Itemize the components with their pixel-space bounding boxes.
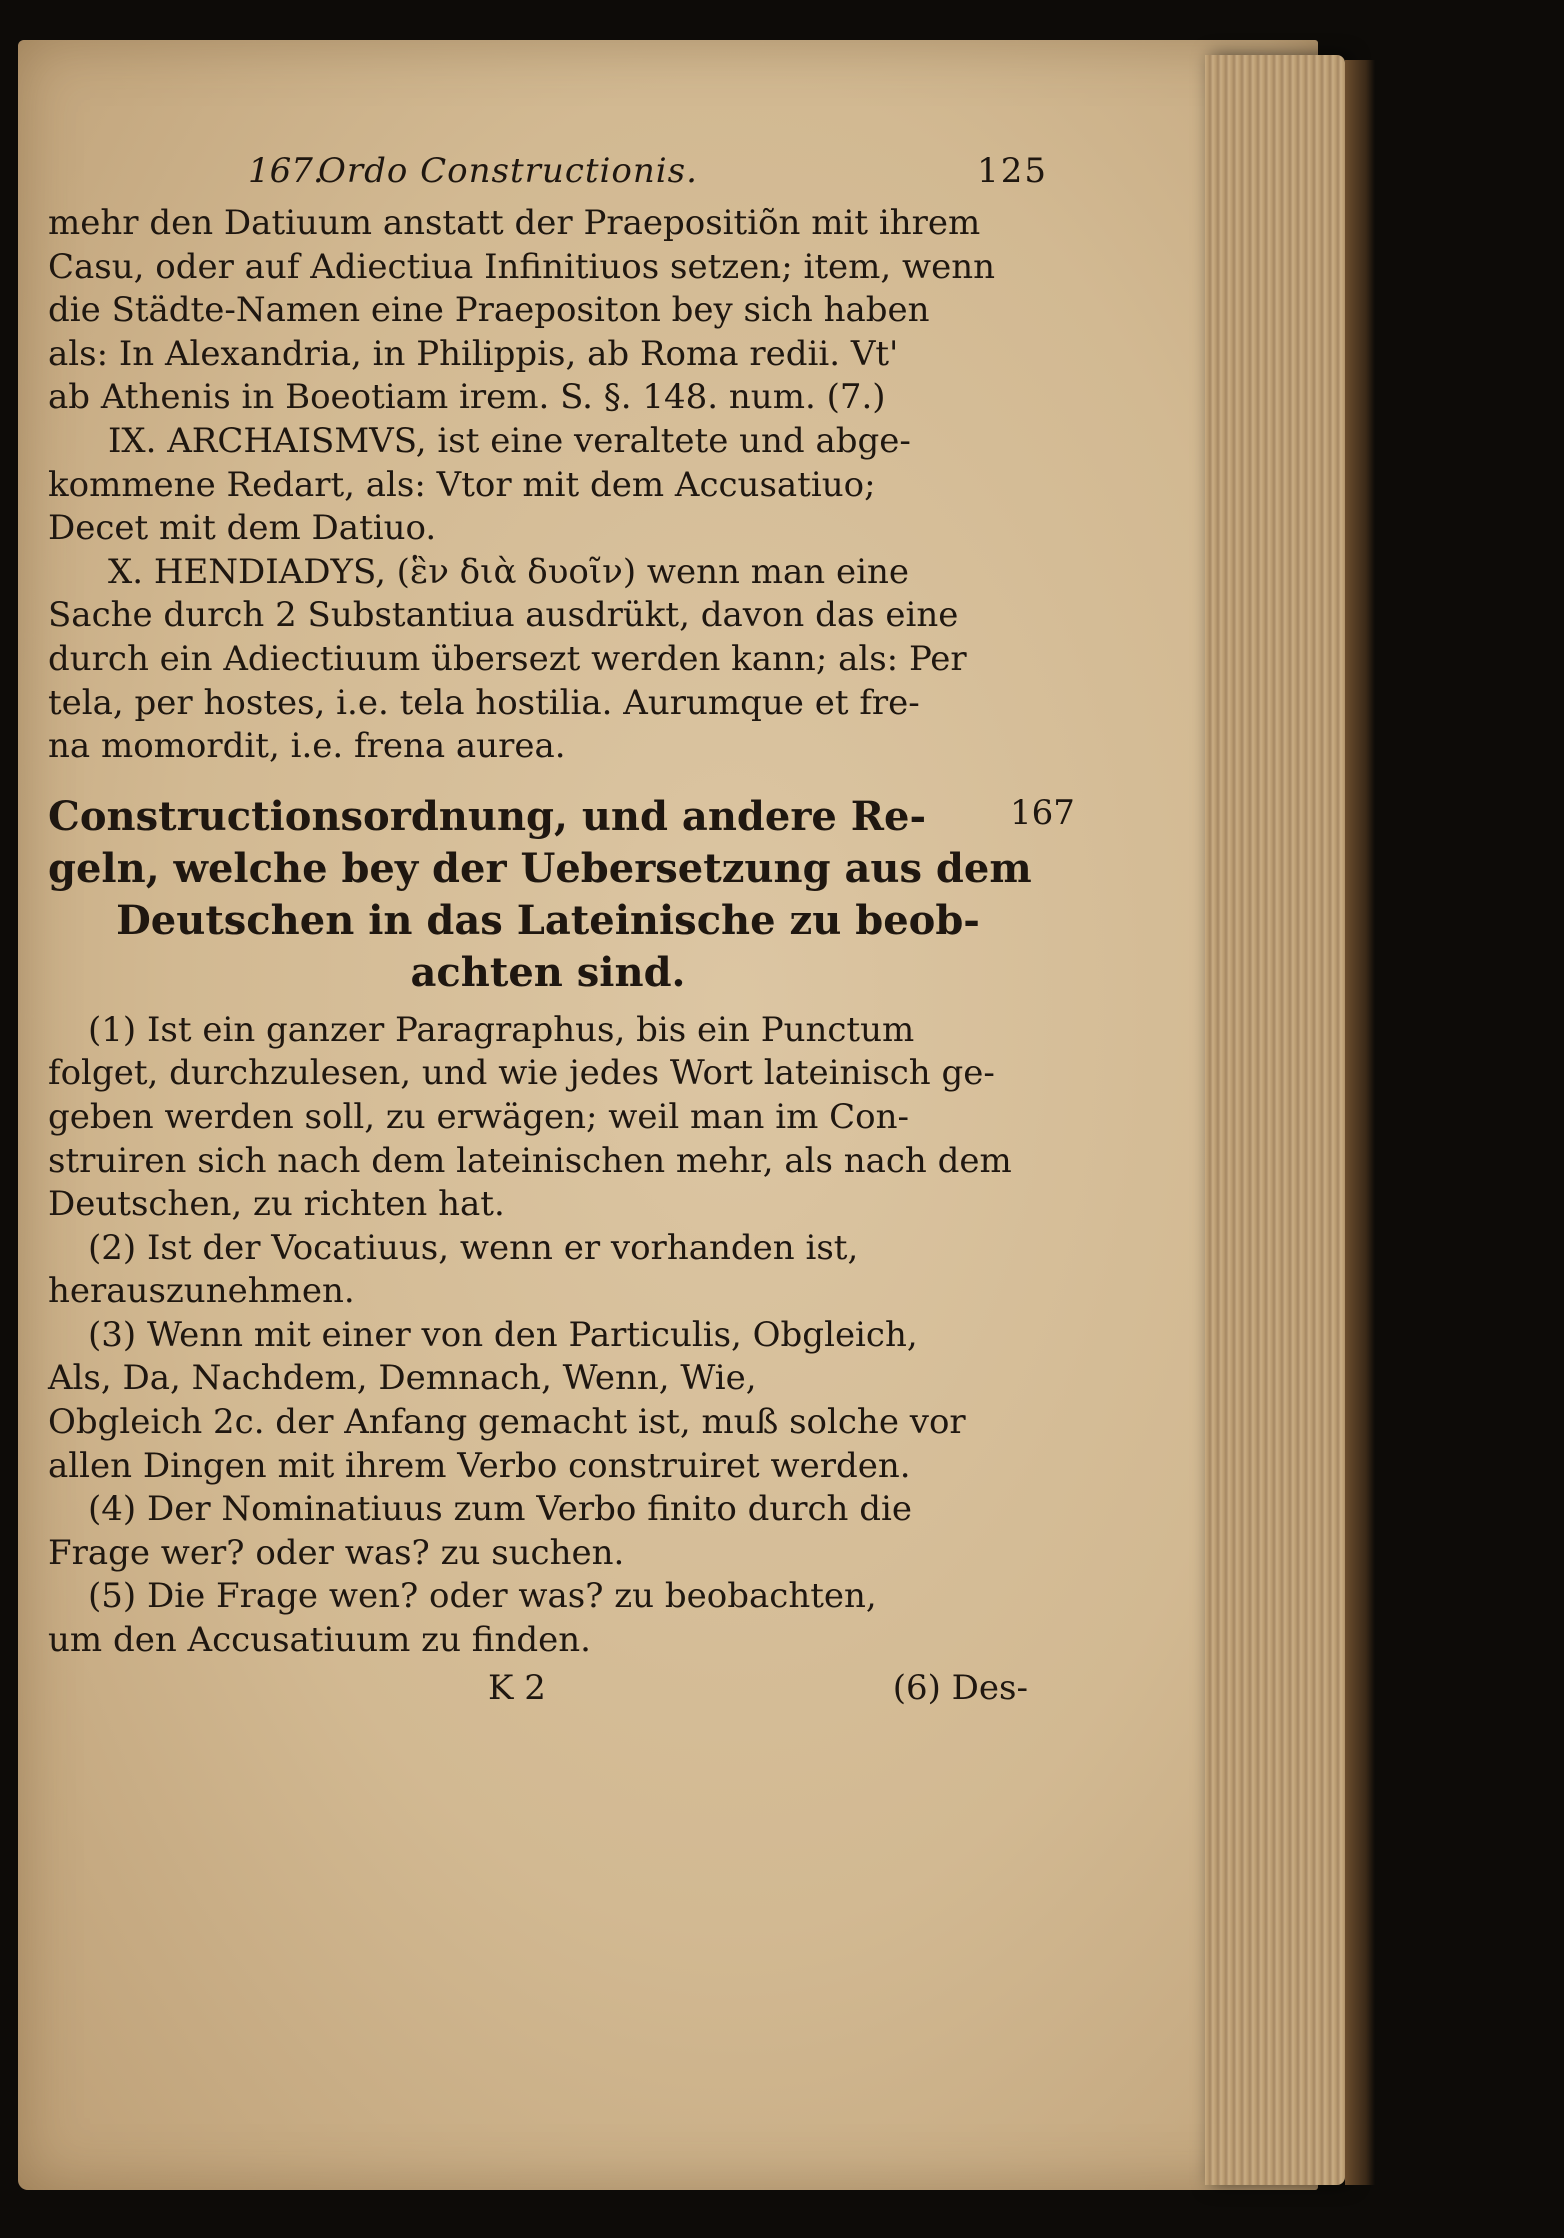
text-line: um den Accusatiuum zu finden. bbox=[48, 1620, 591, 1661]
text-line: allen Dingen mit ihrem Verbo construiret werden. bbox=[48, 1445, 911, 1486]
text-line: ab Athenis in Boeotiam irem. S. §. 148. num. (7.) bbox=[48, 377, 886, 418]
section-heading bbox=[48, 791, 1048, 999]
text-line: tela, per hostes, i.e. tela hostilia. Aurumque et fre- bbox=[48, 682, 920, 723]
margin-section-number: 167 bbox=[1010, 793, 1075, 833]
text-line: Decet mit dem Datiuo. bbox=[48, 508, 437, 549]
text-line: Casu, oder auf Adiectiua Infinitiuos setzen; item, wenn bbox=[48, 246, 995, 287]
text-line: (1) Ist ein ganzer Paragraphus, bis ein Punctum bbox=[88, 1009, 915, 1050]
page-text bbox=[48, 150, 1048, 1713]
signature-mark: K 2 bbox=[488, 1667, 546, 1708]
rule-4 bbox=[48, 1488, 1048, 1575]
page-edges bbox=[1205, 55, 1345, 2185]
book-binding-edge bbox=[1345, 60, 1375, 2185]
text-line: struiren sich nach dem lateinischen mehr, als nach dem bbox=[48, 1140, 1012, 1181]
text-line: als: In Alexandria, in Philippis, ab Roma redii. Vt' bbox=[48, 333, 899, 374]
text-line: (5) Die Frage wen? oder was? zu beobachten, bbox=[88, 1576, 877, 1617]
catchword: (6) Des- bbox=[892, 1667, 1028, 1708]
text-line: (4) Der Nominatiuus zum Verbo finito durch die bbox=[88, 1489, 913, 1530]
text-line: X. HENDIADYS, (ἓν διὰ δυοῖν) wenn man eine bbox=[108, 551, 909, 592]
rule-3 bbox=[48, 1314, 1048, 1488]
text-line: kommene Redart, als: Vtor mit dem Accusatiuo; bbox=[48, 464, 876, 505]
paragraph-archaismus bbox=[48, 420, 1048, 551]
header-section-number: 167. bbox=[248, 151, 324, 191]
text-line: Frage wer? oder was? zu suchen. bbox=[48, 1532, 625, 1573]
running-title: Ordo Constructionis. bbox=[318, 151, 698, 191]
rule-1 bbox=[48, 1009, 1048, 1227]
rule-5 bbox=[48, 1575, 1048, 1662]
text-line: (3) Wenn mit einer von den Particulis, Obgleich, bbox=[88, 1314, 918, 1355]
text-line: folget, durchzulesen, und wie jedes Wort lateinisch ge- bbox=[48, 1053, 995, 1094]
paragraph-hendiadys bbox=[48, 551, 1048, 769]
page-number: 125 bbox=[977, 151, 1048, 191]
paragraph-continuation bbox=[48, 202, 1048, 420]
running-header bbox=[248, 150, 1048, 202]
text-line: (2) Ist der Vocatiuus, wenn er vorhanden ist, bbox=[88, 1227, 859, 1268]
text-line: herauszunehmen. bbox=[48, 1271, 355, 1312]
text-line: Sache durch 2 Substantiua ausdrükt, davon das eine bbox=[48, 595, 959, 636]
text-line: Deutschen, zu richten hat. bbox=[48, 1184, 505, 1225]
text-line: mehr den Datiuum anstatt der Praepositiõn mit ihrem bbox=[48, 203, 981, 243]
page-footer bbox=[48, 1667, 1048, 1713]
heading-line: Deutschen in das Lateinische zu beob- bbox=[116, 896, 980, 944]
text-line: Obgleich 2c. der Anfang gemacht ist, muß solche vor bbox=[48, 1402, 966, 1443]
text-line: durch ein Adiectiuum übersezt werden kann; als: Per bbox=[48, 638, 967, 679]
text-line: geben werden soll, zu erwägen; weil man im Con- bbox=[48, 1096, 910, 1137]
text-line: IX. ARCHAISMVS, ist eine veraltete und abge- bbox=[108, 420, 911, 461]
text-line: na momordit, i.e. frena aurea. bbox=[48, 726, 566, 767]
heading-line: achten sind. bbox=[410, 948, 686, 996]
text-line: Als, Da, Nachdem, Demnach, Wenn, Wie, bbox=[48, 1358, 757, 1399]
heading-line: geln, welche bey der Uebersetzung aus dem bbox=[48, 844, 1032, 892]
text-line: die Städte-Namen eine Praepositon bey sich haben bbox=[48, 290, 930, 331]
heading-line: Constructionsordnung, und andere Re- bbox=[48, 792, 927, 840]
rule-2 bbox=[48, 1227, 1048, 1314]
